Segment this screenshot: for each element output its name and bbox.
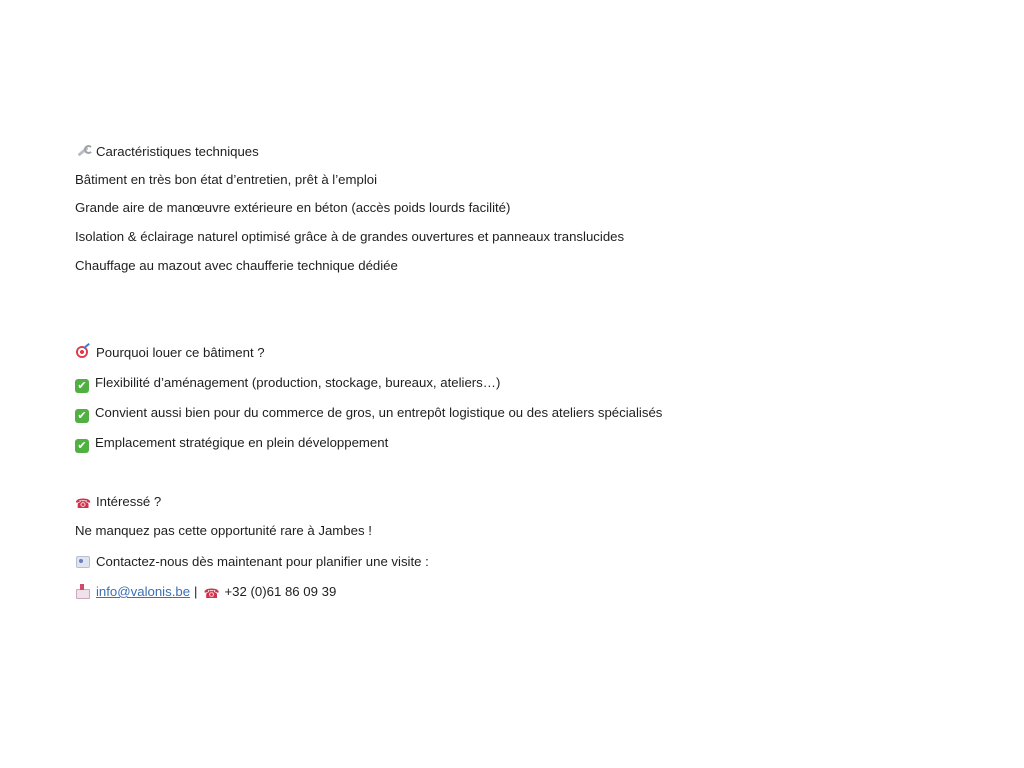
specs-item: Chauffage au mazout avec chaufferie technique dédiée [75,258,398,273]
separator: | [194,584,198,599]
email-link[interactable]: info@valonis.be [96,584,191,599]
why-item-text: Flexibilité d’aménagement (production, stockage, bureaux, ateliers…) [95,375,501,390]
why-item [75,375,500,393]
contact-cta [75,554,429,570]
contact-tagline: Ne manquez pas cette opportunité rare à Jambes ! [75,523,372,538]
why-heading [75,345,265,361]
specs-heading [75,144,259,160]
target-icon [75,345,90,359]
check-icon: ✔ [75,379,89,393]
specs-item: Isolation & éclairage naturel optimisé grâce à de grandes ouvertures et panneaux translucides [75,229,625,244]
contact-heading [75,494,161,512]
specs-heading-text: Caractéristiques techniques [96,144,259,159]
phone-icon: ☎ [75,497,92,512]
phone-number[interactable]: +32 (0)61 86 09 39 [224,584,337,599]
why-item-text: Emplacement stratégique en plein développement [95,435,389,450]
contact-heading-text: Intéressé ? [96,494,162,509]
inbox-icon [75,584,90,598]
phone-icon: ☎ [203,587,220,602]
contact-card-icon [75,554,90,568]
check-icon: ✔ [75,439,89,453]
check-icon: ✔ [75,409,89,423]
why-item [75,435,388,453]
specs-item: Bâtiment en très bon état d’entretien, prêt à l’emploi [75,172,378,187]
why-heading-text: Pourquoi louer ce bâtiment ? [96,345,265,360]
why-item-text: Convient aussi bien pour du commerce de gros, un entrepôt logistique ou des ateliers spécialisés [95,405,663,420]
contact-cta-text: Contactez-nous dès maintenant pour planifier une visite : [96,554,429,569]
specs-item: Grande aire de manœuvre extérieure en béton (accès poids lourds facilité) [75,200,511,215]
contact-details [75,584,336,602]
why-item [75,405,662,423]
wrench-icon [75,144,90,158]
